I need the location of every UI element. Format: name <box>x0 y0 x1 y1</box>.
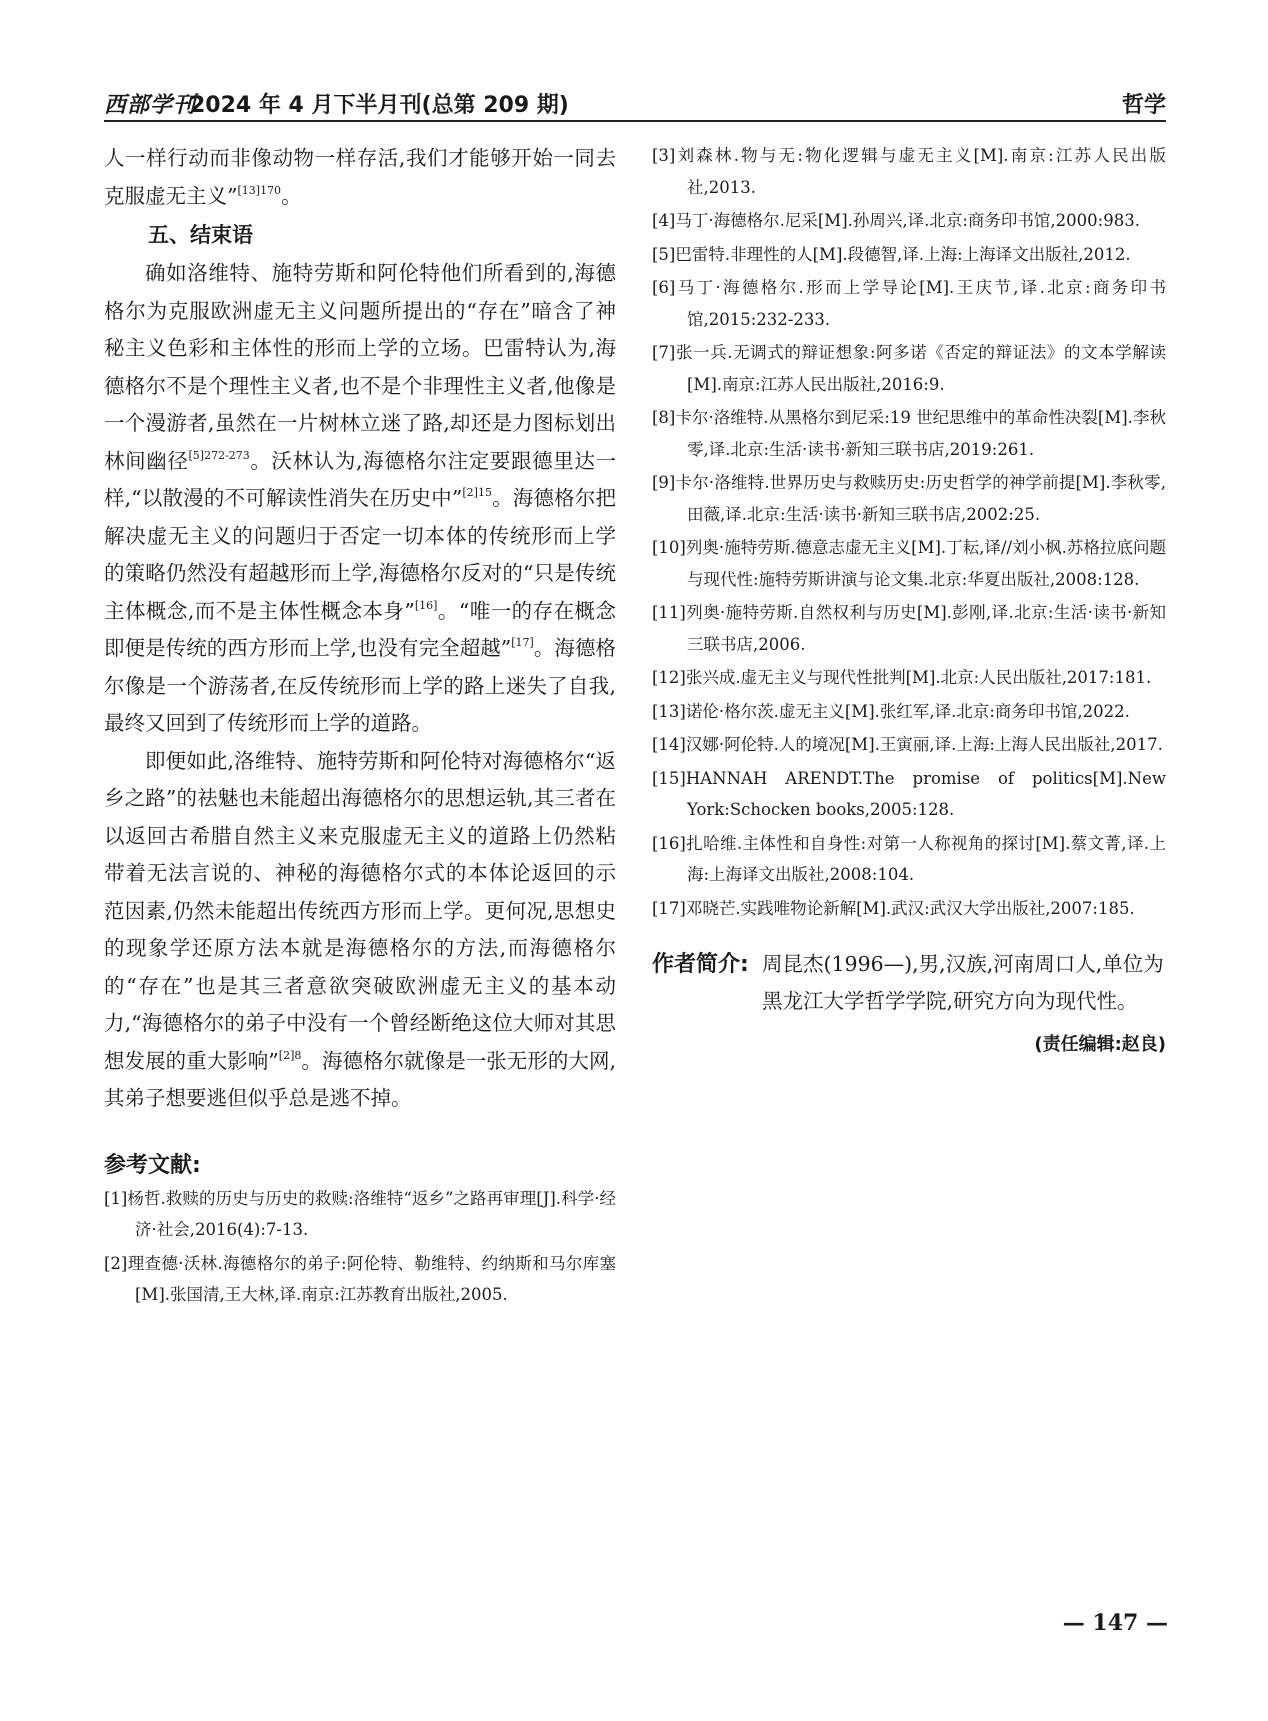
responsible-editor: (责任编辑:赵良) <box>1034 1034 1166 1055</box>
author-bio <box>652 946 1166 1020</box>
reference-item: [9]卡尔·洛维特.世界历史与救赎历史:历史哲学的神学前提[M].李秋零,田薇,译.北京:生活·读书·新知三联书店,2002:25. <box>652 473 1166 524</box>
author-bio-label: 作者简介: <box>652 952 749 977</box>
reference-item: [10]列奥·施特劳斯.德意志虚无主义[M].丁耘,译//刘小枫.苏格拉底问题与现代性:施特劳斯讲演与论文集.北京:华夏出版社,2008:128. <box>652 538 1166 589</box>
reference-item: [7]张一兵.无调式的辩证想象:阿多诺《否定的辩证法》的文本学解读[M].南京:江苏人民出版社,2016:9. <box>652 343 1166 394</box>
reference-item: [16]扎哈维.主体性和自身性:对第一人称视角的探讨[M].蔡文菁,译.上海:上海译文出版社,2008:104. <box>652 833 1166 884</box>
reference-item: [1]杨哲.救赎的历史与历史的救赎:洛维特“返乡”之路再审理[J].科学·经济·社会,2016(4):7-13. <box>104 1188 616 1239</box>
references-title: 参考文献: <box>104 1152 201 1178</box>
reference-item: [12]张兴成.虚无主义与现代性批判[M].北京:人民出版社,2017:181. <box>652 668 1152 687</box>
reference-item: [14]汉娜·阿伦特.人的境况[M].王寅丽,译.上海:上海人民出版社,2017. <box>652 735 1163 754</box>
reference-item: [8]卡尔·洛维特.从黑格尔到尼采:19 世纪思维中的革命性决裂[M].李秋零,译.北京:生活·读书·新知三联书店,2019:261. <box>652 408 1166 459</box>
reference-item: [15]HANNAH ARENDT.The promise of politics[M].New York:Schocken books,2005:128. <box>652 768 1166 819</box>
issue-info: 2024 年 4 月下半月刊(总第 209 期) <box>190 93 569 118</box>
paragraph-continued: 人一样行动而非像动物一样存活,我们才能够开始一同去克服虚无主义”$^{[13]170}$。 <box>104 146 616 208</box>
section-label: 哲学 <box>1121 93 1166 118</box>
reference-item: [4]马丁·海德格尔.尼采[M].孙周兴,译.北京:商务印书馆,2000:983. <box>652 211 1140 230</box>
journal-logo: 西部学刊 <box>104 92 197 118</box>
paragraph: 即便如此,洛维特、施特劳斯和阿伦特对海德格尔“返乡之路”的祛魅也未能超出海德格尔的思想运轨,其三者在以返回古希腊自然主义来克服虚无主义的道路上仍然粘带着无法言说的、神秘的海德格尔式的本体论返回的示范因素,仍然未能超出传统西方形而上学。更何况,思想史的现象学还原方法本就是海德格尔的方法,而海德格尔的“存在”也是其三者意欲突破欧洲虚无主义的基本动力,“海德格尔的弟子中没有一个曾经断绝这位大师对其思想发展的重大影响”$^{[2]8}$。海德格尔就像是一张无形的大网,其弟子想要逃但似乎总是逃不掉。 <box>104 748 617 1110</box>
reference-item: [17]邓晓芒.实践唯物论新解[M].武汉:武汉大学出版社,2007:185. <box>652 898 1135 918</box>
reference-item: [5]巴雷特.非理性的人[M].段德智,译.上海:上海译文出版社,2012. <box>652 244 1131 264</box>
paragraph: 确如洛维特、施特劳斯和阿伦特他们所看到的,海德格尔为克服欧洲虚无主义问题所提出的“存在”暗含了神秘主义色彩和主体性的形而上学的立场。巴雷特认为,海德格尔不是个理性主义者,也不是个非理性主义者,他像是一个漫游者,虽然在一片树林立迷了路,却还是力图标划出林间幽径$^{[5]272-273}$。沃林认为,海德格尔注定要跟德里达一样,“以散漫的不可解读性消失在历史中”$^{[2]15}$。海德格尔把解决虚无主义的问题归于否定一切本体的传统形而上学的策略仍然没有超越形而上学,海德格尔反对的“只是传统主体概念,而不是主体性概念本身”[16]。“唯一的存在概念即便是传统的西方形而上学,也没有完全超越”[17]。海德格尔像是一个游荡者,在反传统形而上学的路上迷失了自我,最终又回到了传统形而上学的道路。 <box>104 261 617 735</box>
page-header <box>104 82 1166 122</box>
reference-item: [2]理查德·沃林.海德格尔的弟子:阿伦特、勒维特、约纳斯和马尔库塞[M].张国清,王大林,译.南京:江苏教育出版社,2005. <box>104 1253 616 1304</box>
right-column <box>652 140 1166 1056</box>
section-heading: 五、结束语 <box>148 223 253 247</box>
reference-item: [3]刘森林.物与无:物化逻辑与虚无主义[M].南京:江苏人民出版社,2013. <box>652 146 1166 197</box>
page-number: — 147 — <box>1062 1610 1168 1636</box>
reference-item: [13]诺伦·格尔茨.虚无主义[M].张红军,译.北京:商务印书馆,2022. <box>652 701 1130 721</box>
reference-item: [11]列奥·施特劳斯.自然权利与历史[M].彭刚,译.北京:生活·读书·新知三联书店,2006. <box>652 603 1166 654</box>
author-bio-text: 周昆杰(1996—),男,汉族,河南周口人,单位为黑龙江大学哲学学院,研究方向为现代性。 <box>762 952 1164 1013</box>
left-column <box>104 140 616 1313</box>
reference-item: [6]马丁·海德格尔.形而上学导论[M].王庆节,译.北京:商务印书馆,2015:232-233. <box>652 278 1166 329</box>
